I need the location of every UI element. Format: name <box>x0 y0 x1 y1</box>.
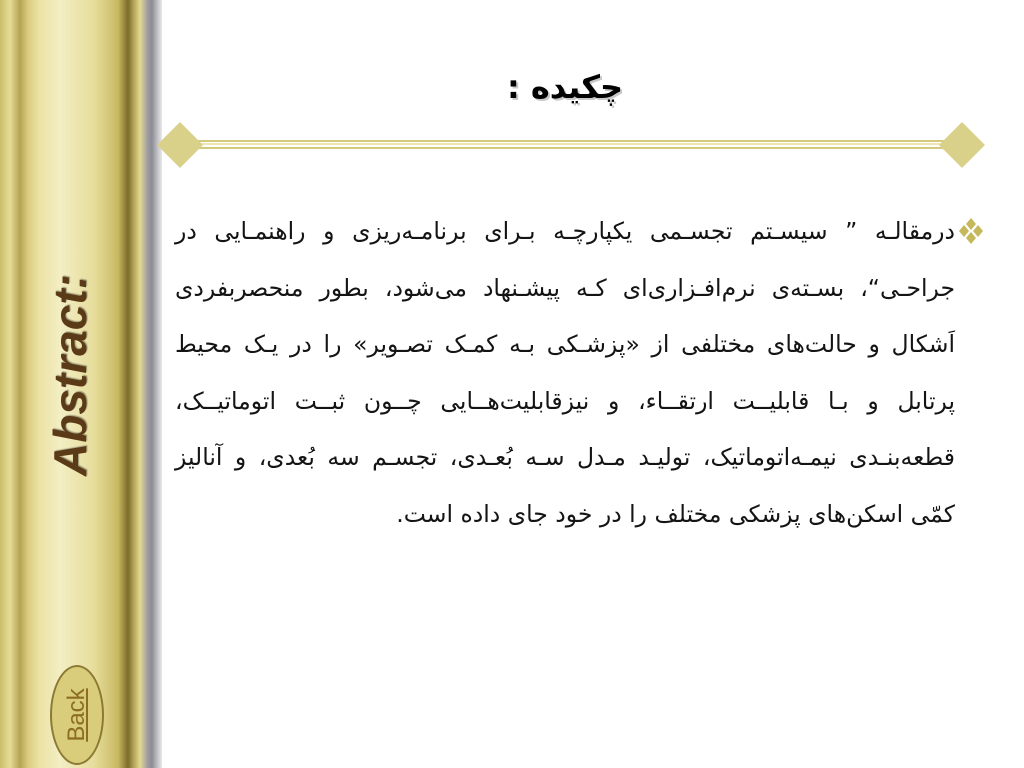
divider-lines <box>177 141 965 148</box>
back-label[interactable]: Back <box>63 688 90 742</box>
right-diamond-icon <box>939 122 985 168</box>
divider <box>155 122 987 168</box>
sidebar-pillar <box>0 0 162 768</box>
back-button[interactable] <box>50 665 104 765</box>
sidebar-title: Abstract: <box>44 274 96 476</box>
page-title: چکیده : <box>506 68 624 106</box>
abstract-paragraph: درمقالـه ” سیسـتم تجسـمی یکپارچـه بـرای برنامـه‌ریزی و راهنمـایی در جراحـی“، بسـته‌ی نرم‌افـزاری‌ای کـه پیشـنهاد می‌شود، بطور منحصربفردی اَشکال و حالت‌های مختلفی از «پزشـکی بـه کمـک تصـویر» را در یـک محیط پرتابل و بـا قابلیــت ارتقــاء، و نیزقابلیت‌هــایی چــون ثبــت اتوماتیــک، قطعه‌بنـدی نیمـه‌اتوماتیک، تولیـد مـدل سـه بُعـدی، تجسـم سه بُعدی، و آنالیز کمّی اسکن‌های پزشکی مختلف را در خود جای داده است. <box>175 217 955 528</box>
left-diamond-icon <box>157 122 203 168</box>
four-diamonds-icon <box>957 217 985 245</box>
